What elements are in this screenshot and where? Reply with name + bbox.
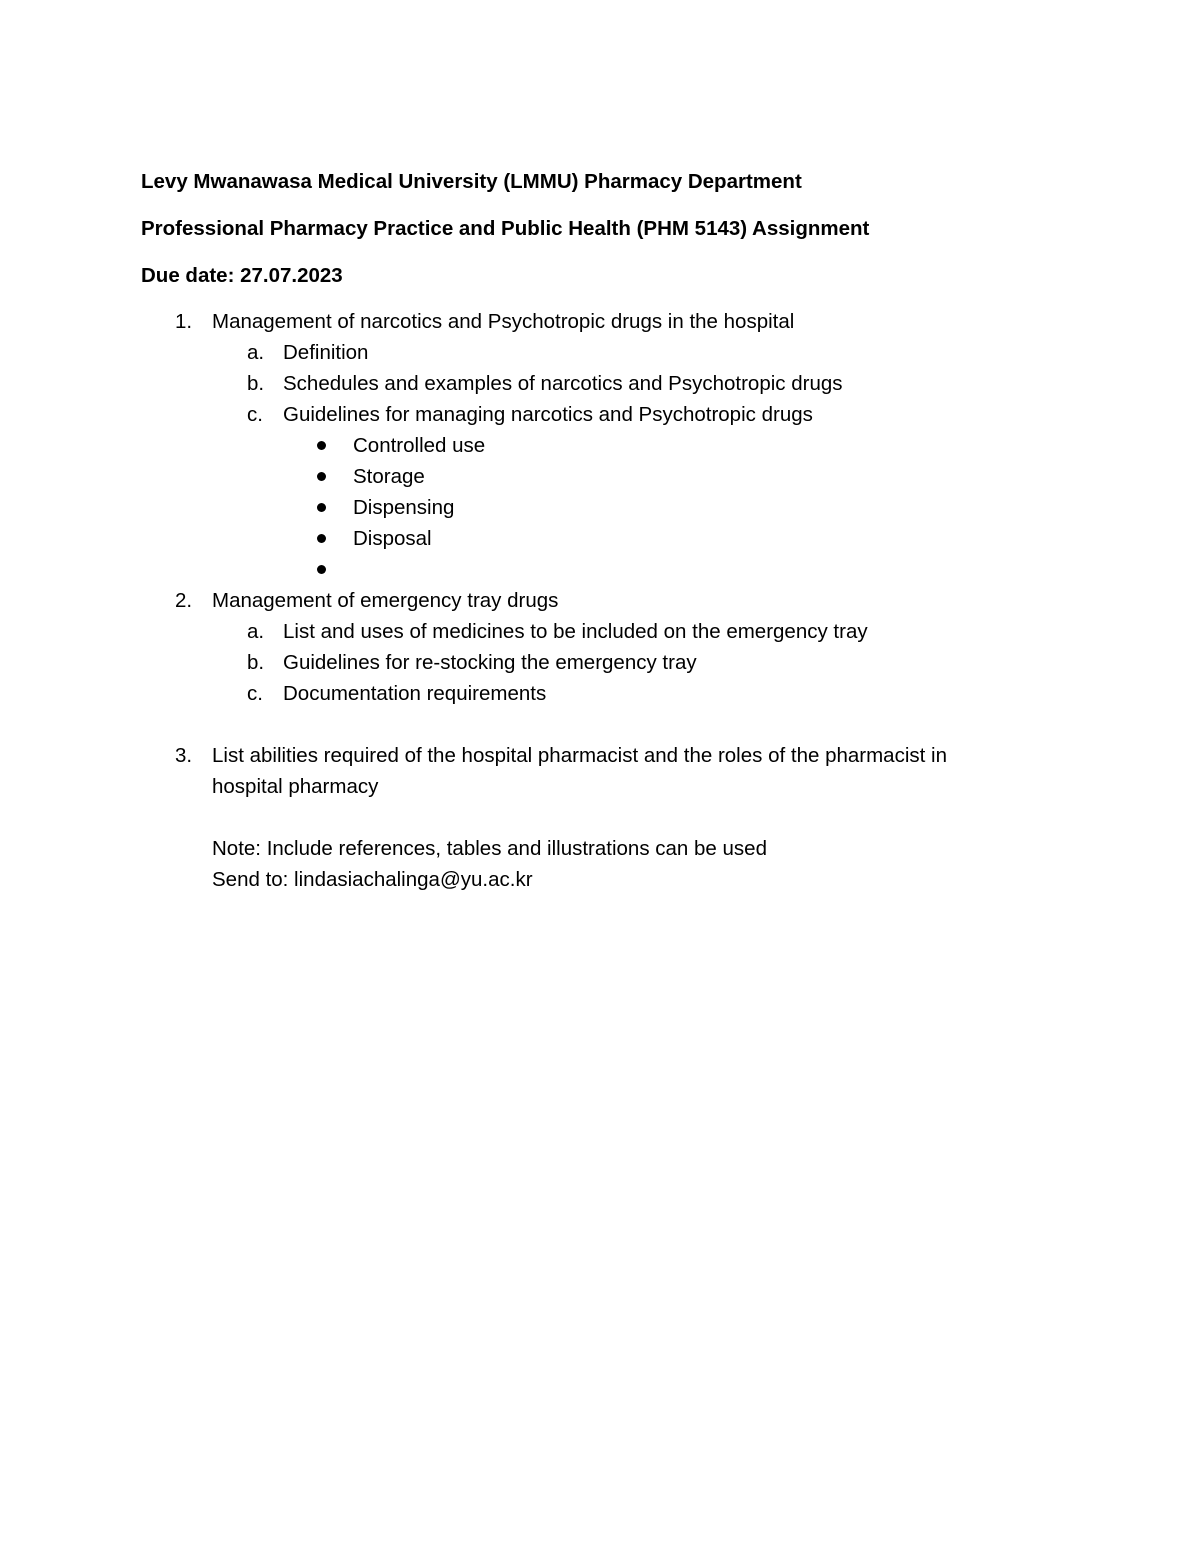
- bullet-dispensing: Dispensing: [353, 496, 455, 519]
- item-2-marker: 2.: [175, 589, 193, 612]
- bullet-dot: [317, 472, 326, 481]
- item-1a-marker: a.: [247, 341, 265, 364]
- item-2c-marker: c.: [247, 682, 263, 705]
- course-title: Professional Pharmacy Practice and Public Health (PHM 5143) Assignment: [141, 217, 870, 240]
- bullet-storage: Storage: [353, 465, 425, 488]
- due-date: Due date: 27.07.2023: [141, 264, 343, 287]
- item-1-text: Management of narcotics and Psychotropic drugs in the hospital: [212, 310, 795, 333]
- item-3-marker: 3.: [175, 744, 193, 767]
- item-1-marker: 1.: [175, 310, 193, 333]
- item-2a-text: List and uses of medicines to be included on the emergency tray: [283, 620, 868, 643]
- bullet-controlled-use: Controlled use: [353, 434, 486, 457]
- university-title: Levy Mwanawasa Medical University (LMMU) Pharmacy Department: [141, 170, 802, 193]
- send-to-email[interactable]: Send to: lindasiachalinga@yu.ac.kr: [212, 868, 533, 891]
- item-2a-marker: a.: [247, 620, 265, 643]
- bullet-dot: [317, 534, 326, 543]
- bullet-dot: [317, 441, 326, 450]
- item-1a-text: Definition: [283, 341, 369, 364]
- item-3-text-line2: hospital pharmacy: [212, 775, 379, 798]
- item-1c-marker: c.: [247, 403, 263, 426]
- item-3-text-line1: List abilities required of the hospital pharmacist and the roles of the pharmacist in: [212, 744, 947, 767]
- item-2b-text: Guidelines for re-stocking the emergency tray: [283, 651, 697, 674]
- item-1b-text: Schedules and examples of narcotics and Psychotropic drugs: [283, 372, 843, 395]
- item-2-text: Management of emergency tray drugs: [212, 589, 559, 612]
- bullet-disposal: Disposal: [353, 527, 432, 550]
- item-1c-text: Guidelines for managing narcotics and Psychotropic drugs: [283, 403, 813, 426]
- bullet-dot-empty: [317, 565, 326, 574]
- item-2c-text: Documentation requirements: [283, 682, 547, 705]
- item-1b-marker: b.: [247, 372, 265, 395]
- item-2b-marker: b.: [247, 651, 265, 674]
- note-text: Note: Include references, tables and illustrations can be used: [212, 837, 767, 860]
- bullet-dot: [317, 503, 326, 512]
